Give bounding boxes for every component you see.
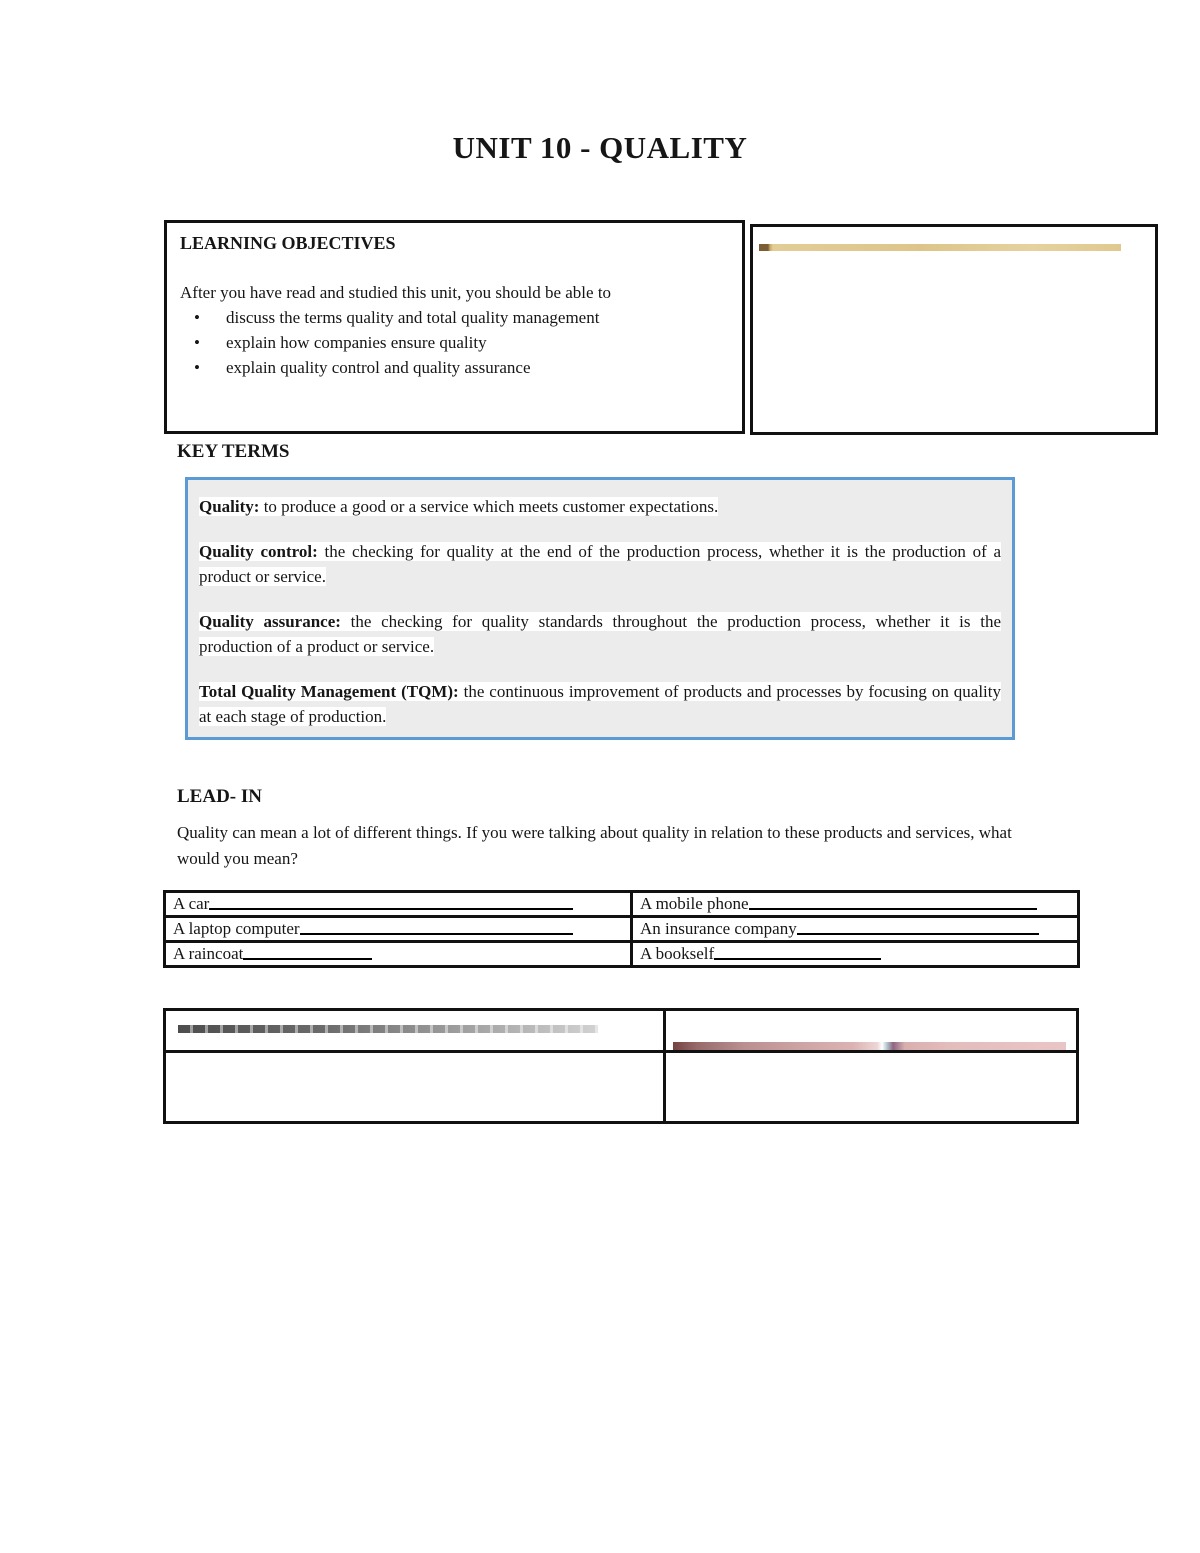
answer-blank [749,893,1037,910]
definition-text: the checking for quality standards throughout the production process, whether it is the production of a product or service. [199,612,1001,656]
lead-in-heading: LEAD- IN [177,786,262,807]
learning-objectives-box [164,220,745,434]
answer-blank [300,918,573,935]
key-terms-box [185,477,1015,740]
table-row [166,1053,1076,1121]
page-title: UNIT 10 - QUALITY [452,130,748,165]
definition-quality-control [199,539,1001,589]
objective-item: • explain how companies ensure quality [180,330,728,355]
item-label: An insurance company [640,919,797,938]
definition-text: the continuous improvement of products and processes by focusing on quality at each stage of production. [199,682,1001,726]
faded-image-pink-bar [673,1042,1066,1050]
item-label: A laptop computer [173,919,300,938]
definition-term: Quality control: [199,542,318,561]
item-cell-raincoat [166,943,633,965]
answer-blank [209,893,573,910]
table-row [166,943,1077,965]
objective-item: • explain quality control and quality assurance [180,355,728,380]
answer-blank [243,943,372,960]
table-row [166,918,1077,943]
learning-objectives-intro: After you have read and studied this unit, you should be able to [180,283,612,302]
item-cell-insurance [633,918,1077,940]
learning-objectives-image-box [750,224,1158,435]
definition-term: Quality assurance: [199,612,341,631]
table-row [166,893,1077,918]
answer-blank [714,943,881,960]
objective-item: • discuss the terms quality and total quality management [180,305,728,330]
learning-objectives-heading: LEARNING OBJECTIVES [180,233,396,253]
empty-cell [666,1053,1076,1121]
item-cell-mobile-phone [633,893,1077,915]
item-label: A raincoat [173,944,244,963]
empty-cell [166,1053,666,1121]
lead-in-paragraph: Quality can mean a lot of different things. If you were talking about quality in relation to these products and services, what would you mean? [177,823,1012,868]
item-label: A bookself [640,944,715,963]
item-cell-bookself [633,943,1077,965]
picture-table [163,1008,1079,1124]
item-cell-laptop [166,918,633,940]
definition-term: Quality: [199,497,260,516]
item-cell-car [166,893,633,915]
faded-image-gold-line [759,244,1121,251]
definition-text: the checking for quality at the end of the production process, whether it is the production of a product or service. [199,542,1002,586]
key-terms-heading: KEY TERMS [177,441,290,462]
definition-text: to produce a good or a service which meets customer expectations. [263,497,719,516]
definition-tqm [199,679,1001,729]
item-label: A car [173,894,210,913]
definition-quality-assurance [199,609,1001,659]
item-label: A mobile phone [640,894,749,913]
table-row [166,1011,1076,1053]
learning-objectives-list [180,305,728,380]
answer-blank [797,918,1039,935]
definition-term: Total Quality Management (TQM): [199,682,459,701]
picture-cell-left [166,1011,666,1050]
faded-image-gray-bar [178,1025,598,1033]
picture-cell-right [666,1011,1076,1050]
definition-quality [199,494,1001,519]
lead-in-items-table [163,890,1080,968]
